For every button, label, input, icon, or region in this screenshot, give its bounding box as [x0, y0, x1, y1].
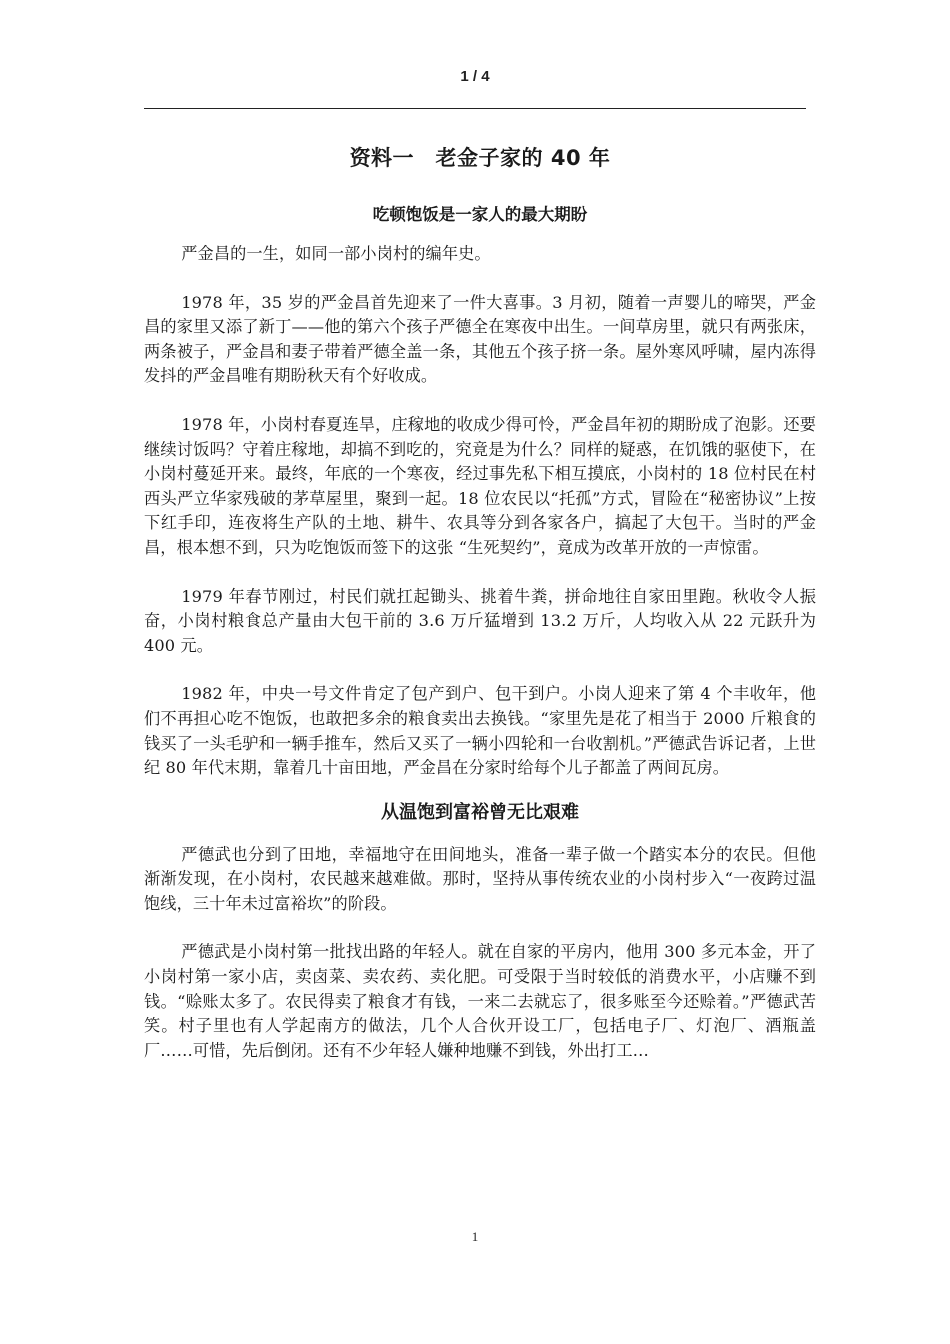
section-heading-1: 吃顿饱饭是一家人的最大期盼: [372, 205, 588, 224]
header-divider: [144, 108, 806, 109]
page-number: 1: [471, 1229, 479, 1244]
paragraph: 严德武是小岗村第一批找出路的年轻人。就在自家的平房内，他用 300 多元本金，开了小岗村第一家小店，卖卤菜、卖农药、卖化肥。可受限于当时较低的消费水平，小店赚不到钱。“赊账太多了。农民得卖了粮食才有钱，一来二去就忘了，很多账至今还赊着。”严德武苦笑。村子里也有人学起南方的做法，几个人合伙开设工厂，包括电子厂、灯泡厂、酒瓶盖厂……可惜，先后倒闭。还有不少年轻人嫌种地赚不到钱，外出打工…: [144, 942, 816, 1060]
page-indicator: 1 / 4: [460, 68, 490, 85]
paragraph: 1978 年，35 岁的严金昌首先迎来了一件大喜事。3 月初，随着一声婴儿的啼哭，严金昌的家里又添了新丁——他的第六个孩子严德全在寒夜中出生。一间草房里，就只有两张床，两条被子，严金昌和妻子带着严德全盖一条，其他五个孩子挤一条。屋外寒风呼啸，屋内冻得发抖的严金昌唯有期盼秋天有个好收成。: [144, 292, 816, 386]
paragraph: 1982 年，中央一号文件肯定了包产到户、包干到户。小岗人迎来了第 4 个丰收年，他们不再担心吃不饱饭，也敢把多余的粮食卖出去换钱。“家里先是花了相当于 2000 斤粮食的钱买了一头毛驴和一辆手推车，然后又买了一辆小四轮和一台收割机。”严德武告诉记者，上世纪 80 年代末期，靠着几十亩田地，严金昌在分家时给每个儿子都盖了两间瓦房。: [144, 684, 816, 778]
paragraph: 1979 年春节刚过，村民们就扛起锄头、挑着牛粪，拼命地往自家田里跑。秋收令人振奋，小岗村粮食总产量由大包干前的 3.6 万斤猛增到 13.2 万斤，人均收入从 22 元跃升为 400 元。: [144, 586, 816, 655]
paragraph: 严金昌的一生，如同一部小岗村的编年史。: [181, 244, 491, 263]
document-title: 资料一 老金子家的 40 年: [349, 146, 611, 170]
section-heading-2: 从温饱到富裕曾无比艰难: [381, 801, 579, 823]
document-body: [144, 130, 816, 1063]
paragraph: 严德武也分到了田地，幸福地守在田间地头，准备一辈子做一个踏实本分的农民。但他渐渐发现，在小岗村，农民越来越难做。那时，坚持从事传统农业的小岗村步入“一夜跨过温饱线，三十年未过富裕坎”的阶段。: [144, 844, 816, 913]
paragraph: 1978 年，小岗村春夏连旱，庄稼地的收成少得可怜，严金昌年初的期盼成了泡影。还要继续讨饭吗？守着庄稼地，却搞不到吃的，究竟是为什么？同样的疑惑，在饥饿的驱使下，在小岗村蔓延开来。最终，年底的一个寒夜，经过事先私下相互摸底，小岗村的 18 位村民在村西头严立华家残破的茅草屋里，聚到一起。18 位农民以“托孤”方式，冒险在“秘密协议”上按下红手印，连夜将生产队的土地、耕牛、农具等分到各家各户，搞起了大包干。当时的严金昌，根本想不到，只为吃饱饭而签下的这张 “生死契约”，竟成为改革开放的一声惊雷。: [144, 414, 816, 557]
